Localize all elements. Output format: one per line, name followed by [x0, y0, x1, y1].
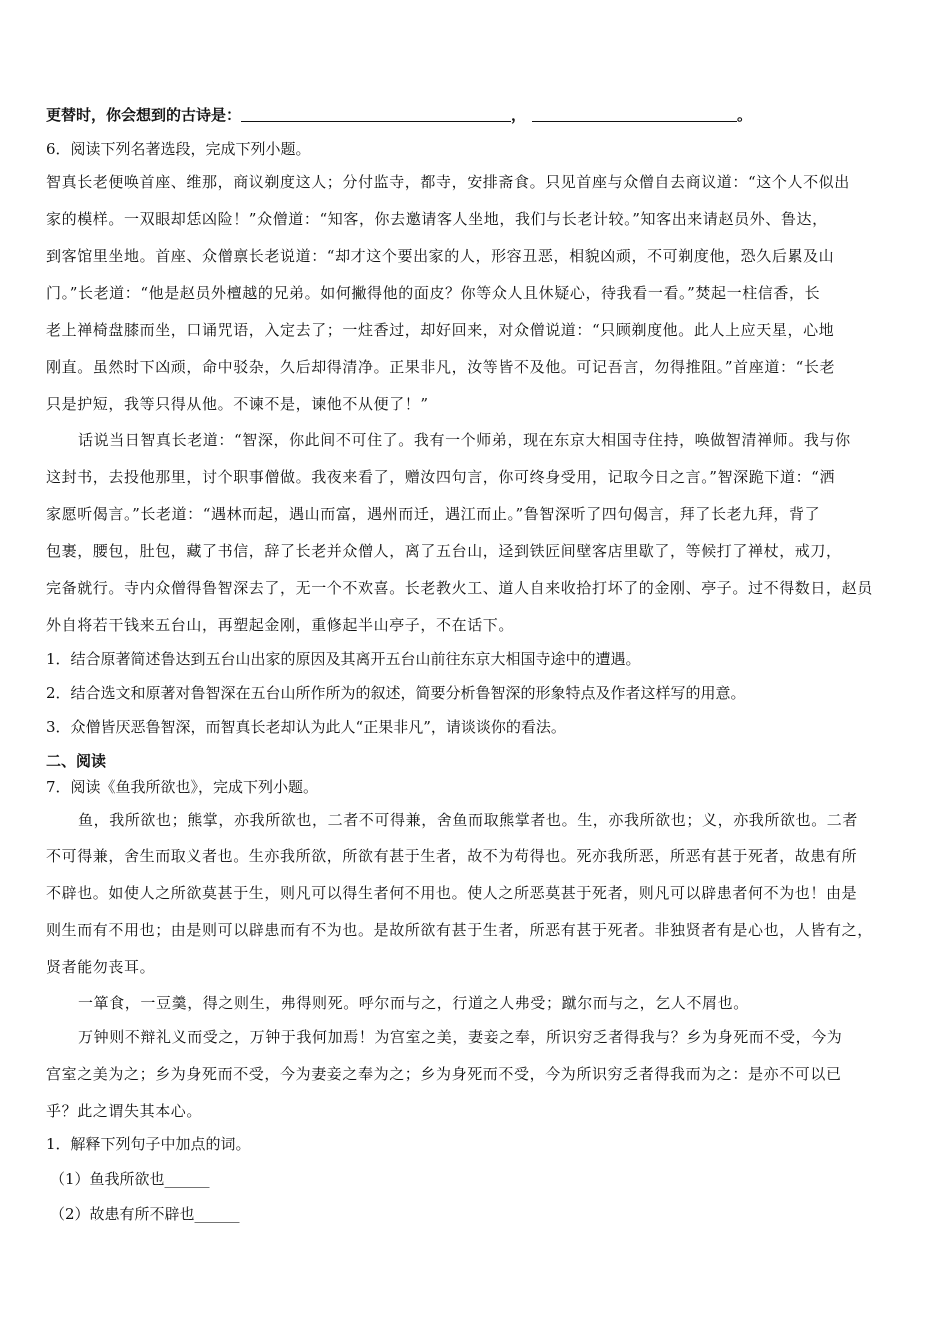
- separator: ，: [511, 106, 527, 124]
- q6-p2-line: 话说当日智真长老道：“智深，你此间不可住了。我有一个师弟，现在东京大相国寺住持，唤做智清禅师。我与你: [78, 431, 851, 449]
- q7-p3-line: 万钟则不辩礼义而受之，万钟于我何加焉！为宫室之美，妻妾之奉，所识穷乏者得我与？乡为身死而不受，今为: [78, 1028, 843, 1046]
- period: 。: [737, 106, 753, 124]
- answer-blank-2[interactable]: [532, 107, 737, 122]
- q6-p1-line: 家的模样。一双眼却恁凶险！”众僧道：“知客，你去邀请客人坐地，我们与长老计较。”知客出来请赵员外、鲁达，: [46, 210, 828, 228]
- q6-p1-line: 门。”长老道：“他是赵员外檀越的兄弟。如何撇得他的面皮？你等众人且休疑心，待我看一看。”焚起一柱信香，长: [46, 284, 821, 302]
- q7-sub1-item-1: （1）鱼我所欲也______: [50, 1170, 210, 1188]
- q6-question-2: 2．结合选文和原著对鲁智深在五台山所作所为的叙述，简要分析鲁智深的形象特点及作者这样写的用意。: [46, 684, 746, 702]
- q7-p2-line: 一箪食，一豆羹，得之则生，弗得则死。呼尔而与之，行道之人弗受；蹴尔而与之，乞人不屑也。: [78, 994, 749, 1012]
- poem-question-label: 更替时，你会想到的古诗是：: [46, 106, 242, 124]
- q6-p1-line: 老上禅椅盘膝而坐，口诵咒语，入定去了；一炷香过，却好回来，对众僧说道：“只顾剃度他。此人上应天星，心地: [46, 321, 835, 339]
- q6-p2-line: 这封书，去投他那里，讨个职事僧做。我夜来看了，赠汝四句言，你可终身受用，记取今日之言。”智深跪下道：“洒: [46, 468, 836, 486]
- q6-p1-line: 智真长老便唤首座、维那，商议剃度这人；分付监寺，都寺，安排斋食。只见首座与众僧自去商议道：“这个人不似出: [46, 173, 850, 191]
- q7-p1-line: 则生而有不用也；由是则可以辟患而有不为也。是故所欲有甚于生者，所恶有甚于死者。非独贤者有是心也，人皆有之，: [46, 921, 873, 939]
- q6-p2-line: 完备就行。寺内众僧得鲁智深去了，无一个不欢喜。长老教火工、道人自来收拾打坏了的金刚、亭子。过不得数日，赵员: [46, 579, 873, 597]
- q7-p1-line: 不辟也。如使人之所欲莫甚于生，则凡可以得生者何不用也。使人之所恶莫甚于死者，则凡可以辟患者何不为也！由是: [46, 884, 858, 902]
- q6-header: 6．阅读下列名著选段，完成下列小题。: [46, 140, 311, 158]
- q6-p2-line: 包裹，腰包，肚包，藏了书信，辞了长老并众僧人，离了五台山，迳到铁匠间壁客店里歇了，等候打了禅杖，戒刀，: [46, 542, 842, 560]
- q7-p1-line: 鱼，我所欲也；熊掌，亦我所欲也，二者不可得兼，舍鱼而取熊掌者也。生，亦我所欲也；义，亦我所欲也。二者: [78, 811, 859, 829]
- q7-p1-line: 贤者能勿丧耳。: [46, 958, 156, 976]
- q7-p3-line: 乎？此之谓失其本心。: [46, 1102, 203, 1120]
- q6-p1-line: 到客馆里坐地。首座、众僧禀长老说道：“却才这个要出家的人，形容丑恶，相貌凶顽，不可剃度他，恐久后累及山: [46, 247, 835, 265]
- q7-sub1-header: 1．解释下列句子中加点的词。: [46, 1135, 251, 1153]
- q6-question-1: 1．结合原著简述鲁达到五台山出家的原因及其离开五台山前往东京大相国寺途中的遭遇。: [46, 650, 641, 668]
- section-title: 二、阅读: [46, 752, 107, 770]
- q6-p2-line: 外自将若干钱来五台山，再塑起金刚，重修起半山亭子，不在话下。: [46, 616, 515, 634]
- answer-blank-1[interactable]: [241, 107, 511, 122]
- q6-question-3: 3．众僧皆厌恶鲁智深，而智真长老却认为此人“正果非凡”，请谈谈你的看法。: [46, 718, 566, 736]
- q6-p1-line: 只是护短，我等只得从他。不谏不是，谏他不从便了！”: [46, 395, 429, 413]
- q7-p1-line: 不可得兼，舍生而取义者也。生亦我所欲，所欲有甚于生者，故不为苟得也。死亦我所恶，所恶有甚于死者，故患有所: [46, 847, 858, 865]
- q7-header: 7．阅读《鱼我所欲也》，完成下列小题。: [46, 778, 319, 796]
- q7-sub1-item-2: （2）故患有所不辟也______: [50, 1205, 240, 1223]
- poem-question-line: [46, 104, 752, 125]
- q6-p1-line: 刚直。虽然时下凶顽，命中驳杂，久后却得清净。正果非凡，汝等皆不及他。可记吾言，勿得推阻。”首座道：“长老: [46, 358, 836, 376]
- q6-p2-line: 家愿听偈言。”长老道：“遇林而起，遇山而富，遇州而迁，遇江而止。”鲁智深听了四句偈言，拜了长老九拜，背了: [46, 505, 821, 523]
- q7-p3-line: 宫室之美为之；乡为身死而不受，今为妻妾之奉为之；乡为身死而不受，今为所识穷乏者得我而为之：是亦不可以已: [46, 1065, 842, 1083]
